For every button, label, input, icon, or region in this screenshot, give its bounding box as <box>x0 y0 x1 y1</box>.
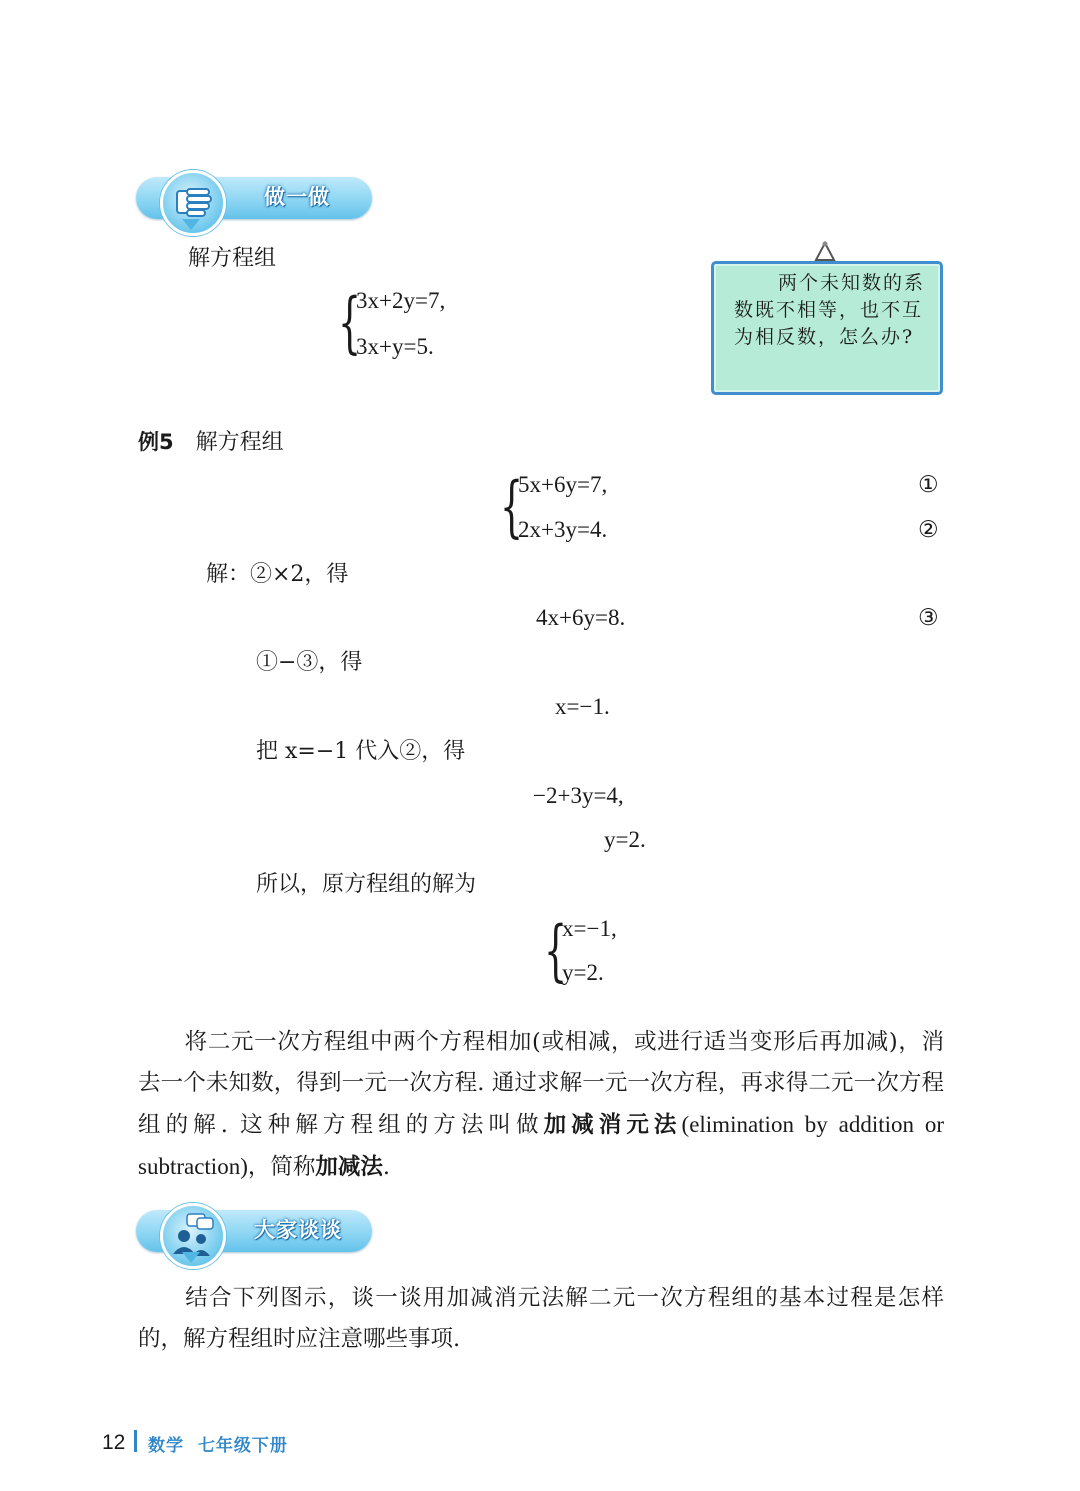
solution-step-3: 把 x=−1 代入②，得 <box>256 739 466 764</box>
footer-divider <box>134 1430 137 1452</box>
equation-mark-3: ③ <box>918 605 939 630</box>
equation-brace: { <box>338 284 362 361</box>
discuss-text: 结合下列图示，谈一谈用加减消元法解二元一次方程组的基本过程是怎样的，解方程组时应注意哪些事项. <box>138 1285 944 1352</box>
pin-icon <box>814 241 836 261</box>
book-title: 数学 七年级下册 <box>148 1436 288 1456</box>
solution-step-4: 所以，原方程组的解为 <box>256 872 477 897</box>
solution-x: x=−1, <box>562 916 617 941</box>
page-number: 12 <box>102 1431 126 1454</box>
solution-brace: { <box>544 912 568 989</box>
do-it-equation-2: 3x+y=5. <box>356 334 434 359</box>
solution-step-1: 解：②×2，得 <box>206 562 349 587</box>
term-elimination: 加减消元法 <box>543 1112 682 1138</box>
result-x: x=−1. <box>555 694 610 719</box>
result-substitution: −2+3y=4, <box>533 783 624 808</box>
discuss-banner <box>136 1206 372 1256</box>
hint-note <box>711 261 943 395</box>
banner-pointer <box>182 219 200 230</box>
do-it-title: 做一做 <box>264 185 330 209</box>
paragraph-end: . <box>382 1154 391 1180</box>
method-paragraph <box>138 1022 944 1188</box>
example-brace: { <box>500 468 524 545</box>
result-equation-3: 4x+6y=8. <box>536 605 626 630</box>
english-term: (elimination by addition or subtraction) <box>138 1112 944 1179</box>
solution-y: y=2. <box>562 960 604 985</box>
example-equation-1: 5x+6y=7, <box>518 472 608 497</box>
hint-note-text: 两个未知数的系数既不相等，也不互为相反数，怎么办? <box>734 272 926 348</box>
result-y: y=2. <box>604 827 646 852</box>
equation-mark-1: ① <box>918 472 939 497</box>
do-it-prompt: 解方程组 <box>188 246 277 271</box>
do-it-banner <box>136 173 372 223</box>
example-prompt: 解方程组 <box>195 430 284 455</box>
banner-pointer <box>182 1252 200 1263</box>
discuss-paragraph <box>138 1278 944 1360</box>
example-equation-2: 2x+3y=4. <box>518 517 608 542</box>
term-short: 加减法 <box>315 1154 383 1180</box>
do-it-equation-1: 3x+2y=7, <box>356 288 446 313</box>
equation-mark-2: ② <box>918 517 939 542</box>
paragraph-text-2: ，简称 <box>247 1154 316 1180</box>
paragraph-text-1: 将二元一次方程组中两个方程相加(或相减，或进行适当变形后再加减)，消去一个未知数，得到一元一次方程. 通过求解一元一次方程，再求得二元一次方程组的解. 这种解方程组的方法叫做 <box>138 1029 944 1138</box>
example-title: 例5 <box>138 430 174 454</box>
solution-step-2: ①−③，得 <box>256 650 363 675</box>
example-heading <box>138 427 284 458</box>
discuss-title: 大家谈谈 <box>254 1218 342 1242</box>
